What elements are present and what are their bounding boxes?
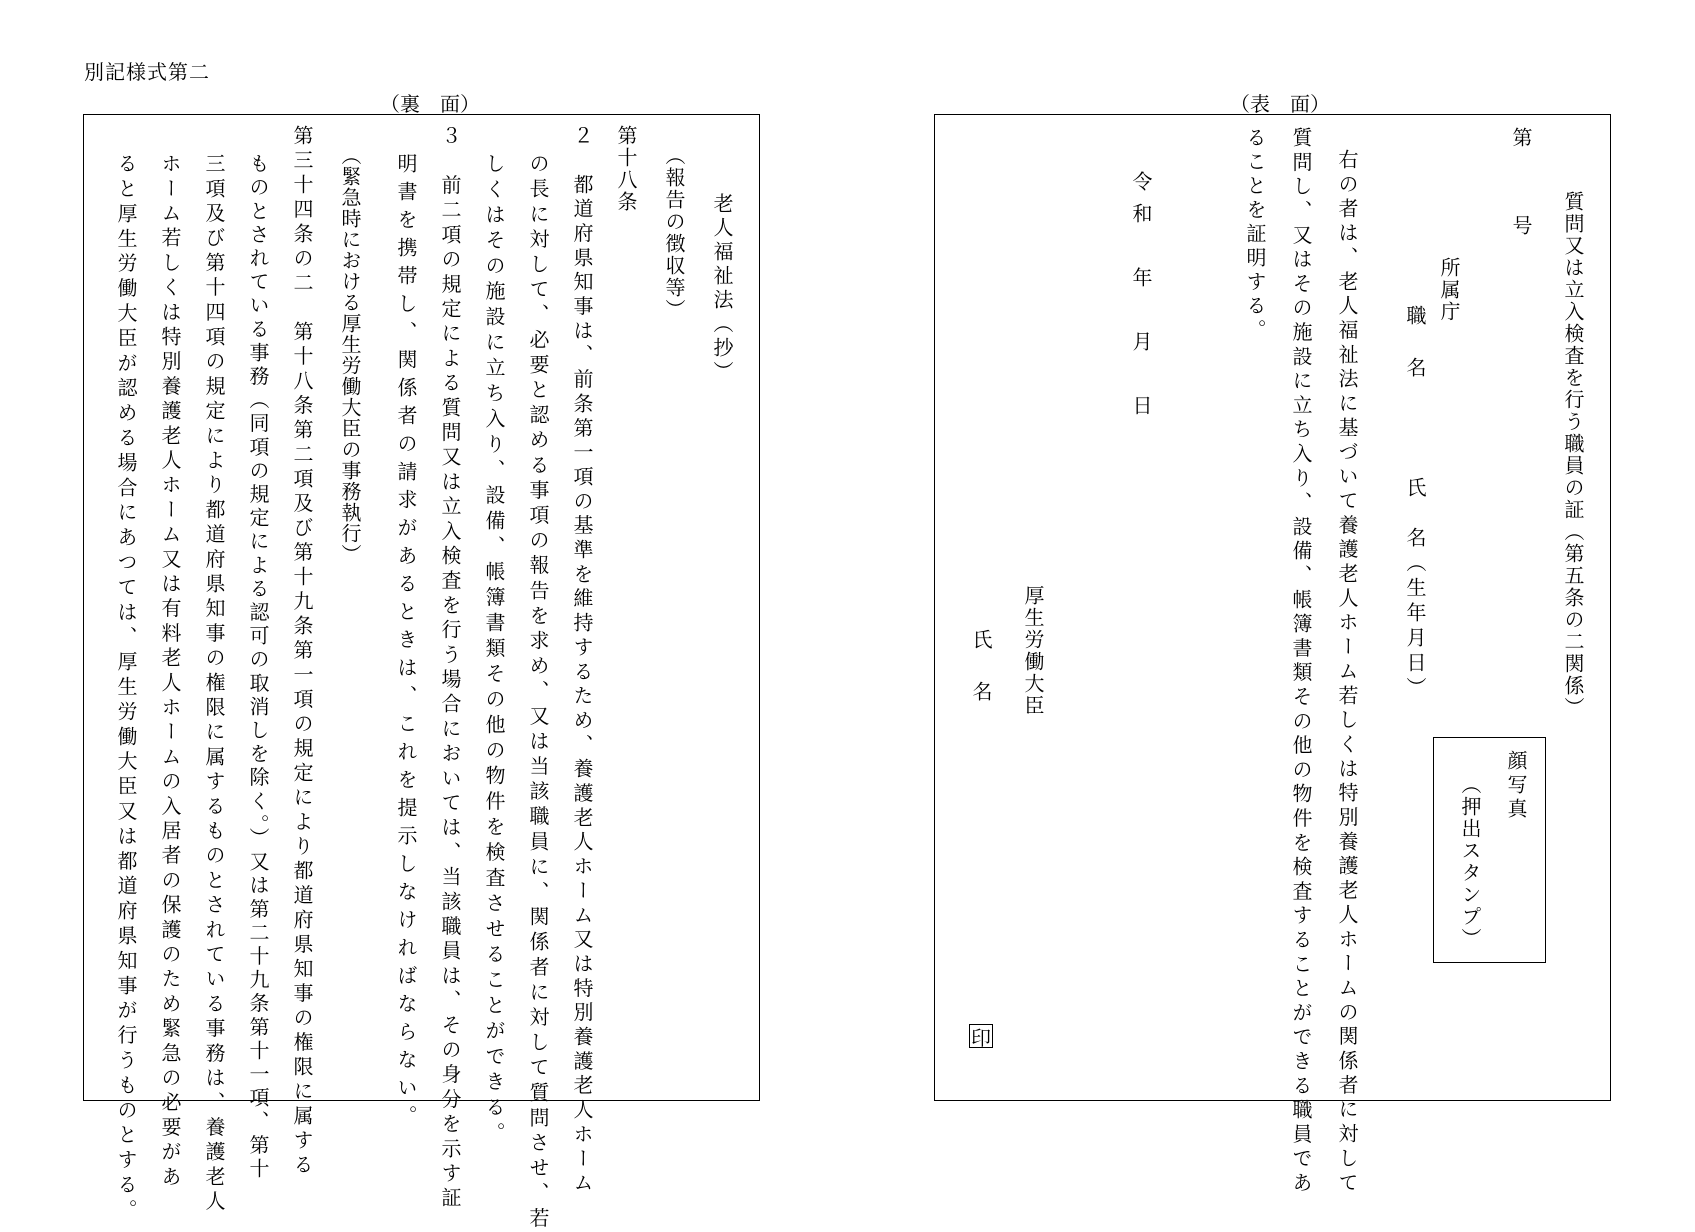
para2-line3: しくはその施設に立ち入り、設備、帳簿書類その他の物件を検査させることができる。 — [482, 153, 506, 1148]
emergency-heading: （緊急時における厚生労働大臣の事務執行） — [338, 145, 362, 565]
para2-line2: の長に対して、必要と認める事項の報告を求め、又は当該職員に、関係者に対して質問させ、若 — [526, 153, 550, 1232]
art34-line5: ると厚生労働大臣が認める場合にあつては、厚生労働大臣又は都道府県知事が行うものとする。 — [114, 153, 138, 1224]
art34-line1: 第三十四条の二 第十八条第二項及び第十九条第一項の規定により都道府県知事の権限に属する — [290, 125, 314, 1179]
signer-name-label: 氏 名 — [969, 629, 993, 707]
job-title-label: 職 名 — [1403, 305, 1427, 383]
photo-label: 顔写真 — [1504, 750, 1528, 822]
back-side-label: （裏 面） — [380, 92, 480, 116]
law-name: 老人福祉法（抄） — [710, 193, 734, 385]
art34-line2: ものとされている事務（同項の規定による認可の取消しを除く。）又は第二十九条第十一項、第十 — [246, 153, 270, 1182]
para3-line1: ３ 前二項の規定による質問又は立入検査を行う場合においては、当該職員は、その身分を示す証 — [438, 125, 462, 1212]
para2-line1: ２ 都道府県知事は、前条第一項の基準を維持するため、養護老人ホーム又は特別養護老人ホーム — [570, 125, 594, 1197]
front-panel — [934, 114, 1611, 1197]
photo-box — [1433, 737, 1546, 963]
name-birth-label: 氏 名（生年月日） — [1403, 477, 1427, 702]
front-side-label: （表 面） — [1230, 92, 1330, 116]
affiliation-label: 所属庁 — [1437, 257, 1461, 323]
back-panel — [83, 114, 760, 1232]
para3-line2: 明書を携帯し、関係者の請求があるときは、これを提示しなければならない。 — [394, 153, 418, 1133]
art34-line4: ホーム若しくは特別養護老人ホーム又は有料老人ホームの入居者の保護のため緊急の必要があ — [158, 153, 182, 1191]
form-title: 別記様式第二 — [84, 60, 210, 84]
number-go: 号 — [1509, 215, 1533, 243]
photo-note: （押出スタンプ） — [1458, 774, 1482, 950]
era-date: 令和 年 月 日 — [1129, 171, 1153, 427]
article-18: 第十八条 — [614, 125, 638, 213]
body-line3: ることを証明する。 — [1243, 127, 1267, 343]
body-line2: 質問し、又はその施設に立ち入り、設備、帳簿書類その他の物件を検査することができる職員であ — [1289, 127, 1313, 1197]
minister-title: 厚生労働大臣 — [1021, 585, 1045, 717]
art34-line3: 三項及び第十四項の規定により都道府県知事の権限に属するものとされている事務は、養護老人 — [202, 153, 226, 1216]
section-heading: （報告の徴収等） — [662, 145, 686, 321]
seal-mark: 印 — [971, 1025, 991, 1050]
number-dai: 第 — [1509, 127, 1533, 155]
certificate-title: 質問又は立入検査を行う職員の証（第五条の二関係） — [1561, 191, 1585, 719]
body-line1: 右の者は、老人福祉法に基づいて養護老人ホーム若しくは特別養護老人ホームの関係者に対して — [1335, 149, 1359, 1197]
